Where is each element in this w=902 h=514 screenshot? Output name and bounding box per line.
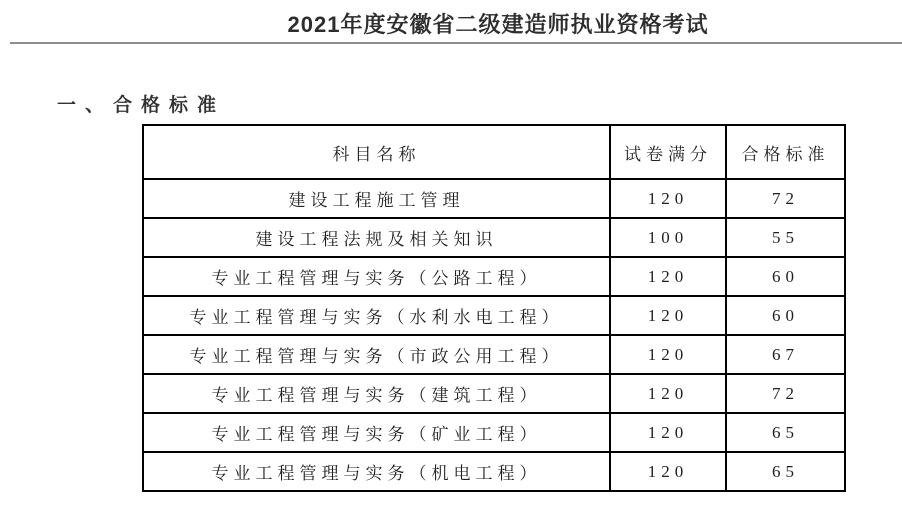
full-score-cell: 120: [610, 179, 726, 218]
subject-name-cell: 专业工程管理与实务（建筑工程）: [143, 374, 610, 413]
header-subject-name: 科目名称: [143, 125, 610, 179]
full-score-cell: 120: [610, 296, 726, 335]
subject-name-cell: 专业工程管理与实务（市政公用工程）: [143, 335, 610, 374]
full-score-cell: 120: [610, 335, 726, 374]
passing-standard-cell: 60: [726, 296, 845, 335]
table-row: [143, 218, 845, 257]
passing-standard-cell: 65: [726, 452, 845, 491]
table-row: [143, 296, 845, 335]
table-row: [143, 179, 845, 218]
section-heading: 一、合格标准: [57, 95, 226, 116]
table-header-row: [143, 125, 845, 179]
table-row: [143, 452, 845, 491]
passing-standard-cell: 60: [726, 257, 845, 296]
subject-name-cell: 专业工程管理与实务（公路工程）: [143, 257, 610, 296]
full-score-cell: 100: [610, 218, 726, 257]
passing-standard-cell: 72: [726, 374, 845, 413]
page-title: 2021年度安徽省二级建造师执业资格考试: [287, 12, 709, 37]
subject-name-cell: 建设工程施工管理: [143, 179, 610, 218]
passing-standard-cell: 67: [726, 335, 845, 374]
passing-standard-cell: 72: [726, 179, 845, 218]
table-row: [143, 335, 845, 374]
full-score-cell: 120: [610, 257, 726, 296]
subject-name-cell: 专业工程管理与实务（矿业工程）: [143, 413, 610, 452]
header-full-score: 试卷满分: [610, 125, 726, 179]
table-row: [143, 374, 845, 413]
title-divider: [10, 42, 902, 44]
subject-name-cell: 专业工程管理与实务（机电工程）: [143, 452, 610, 491]
full-score-cell: 120: [610, 452, 726, 491]
full-score-cell: 120: [610, 374, 726, 413]
passing-standards-table: [142, 124, 846, 492]
header-passing-standard: 合格标准: [726, 125, 845, 179]
passing-standard-cell: 65: [726, 413, 845, 452]
table-row: [143, 257, 845, 296]
full-score-cell: 120: [610, 413, 726, 452]
subject-name-cell: 建设工程法规及相关知识: [143, 218, 610, 257]
subject-name-cell: 专业工程管理与实务（水利水电工程）: [143, 296, 610, 335]
passing-standard-cell: 55: [726, 218, 845, 257]
table-row: [143, 413, 845, 452]
